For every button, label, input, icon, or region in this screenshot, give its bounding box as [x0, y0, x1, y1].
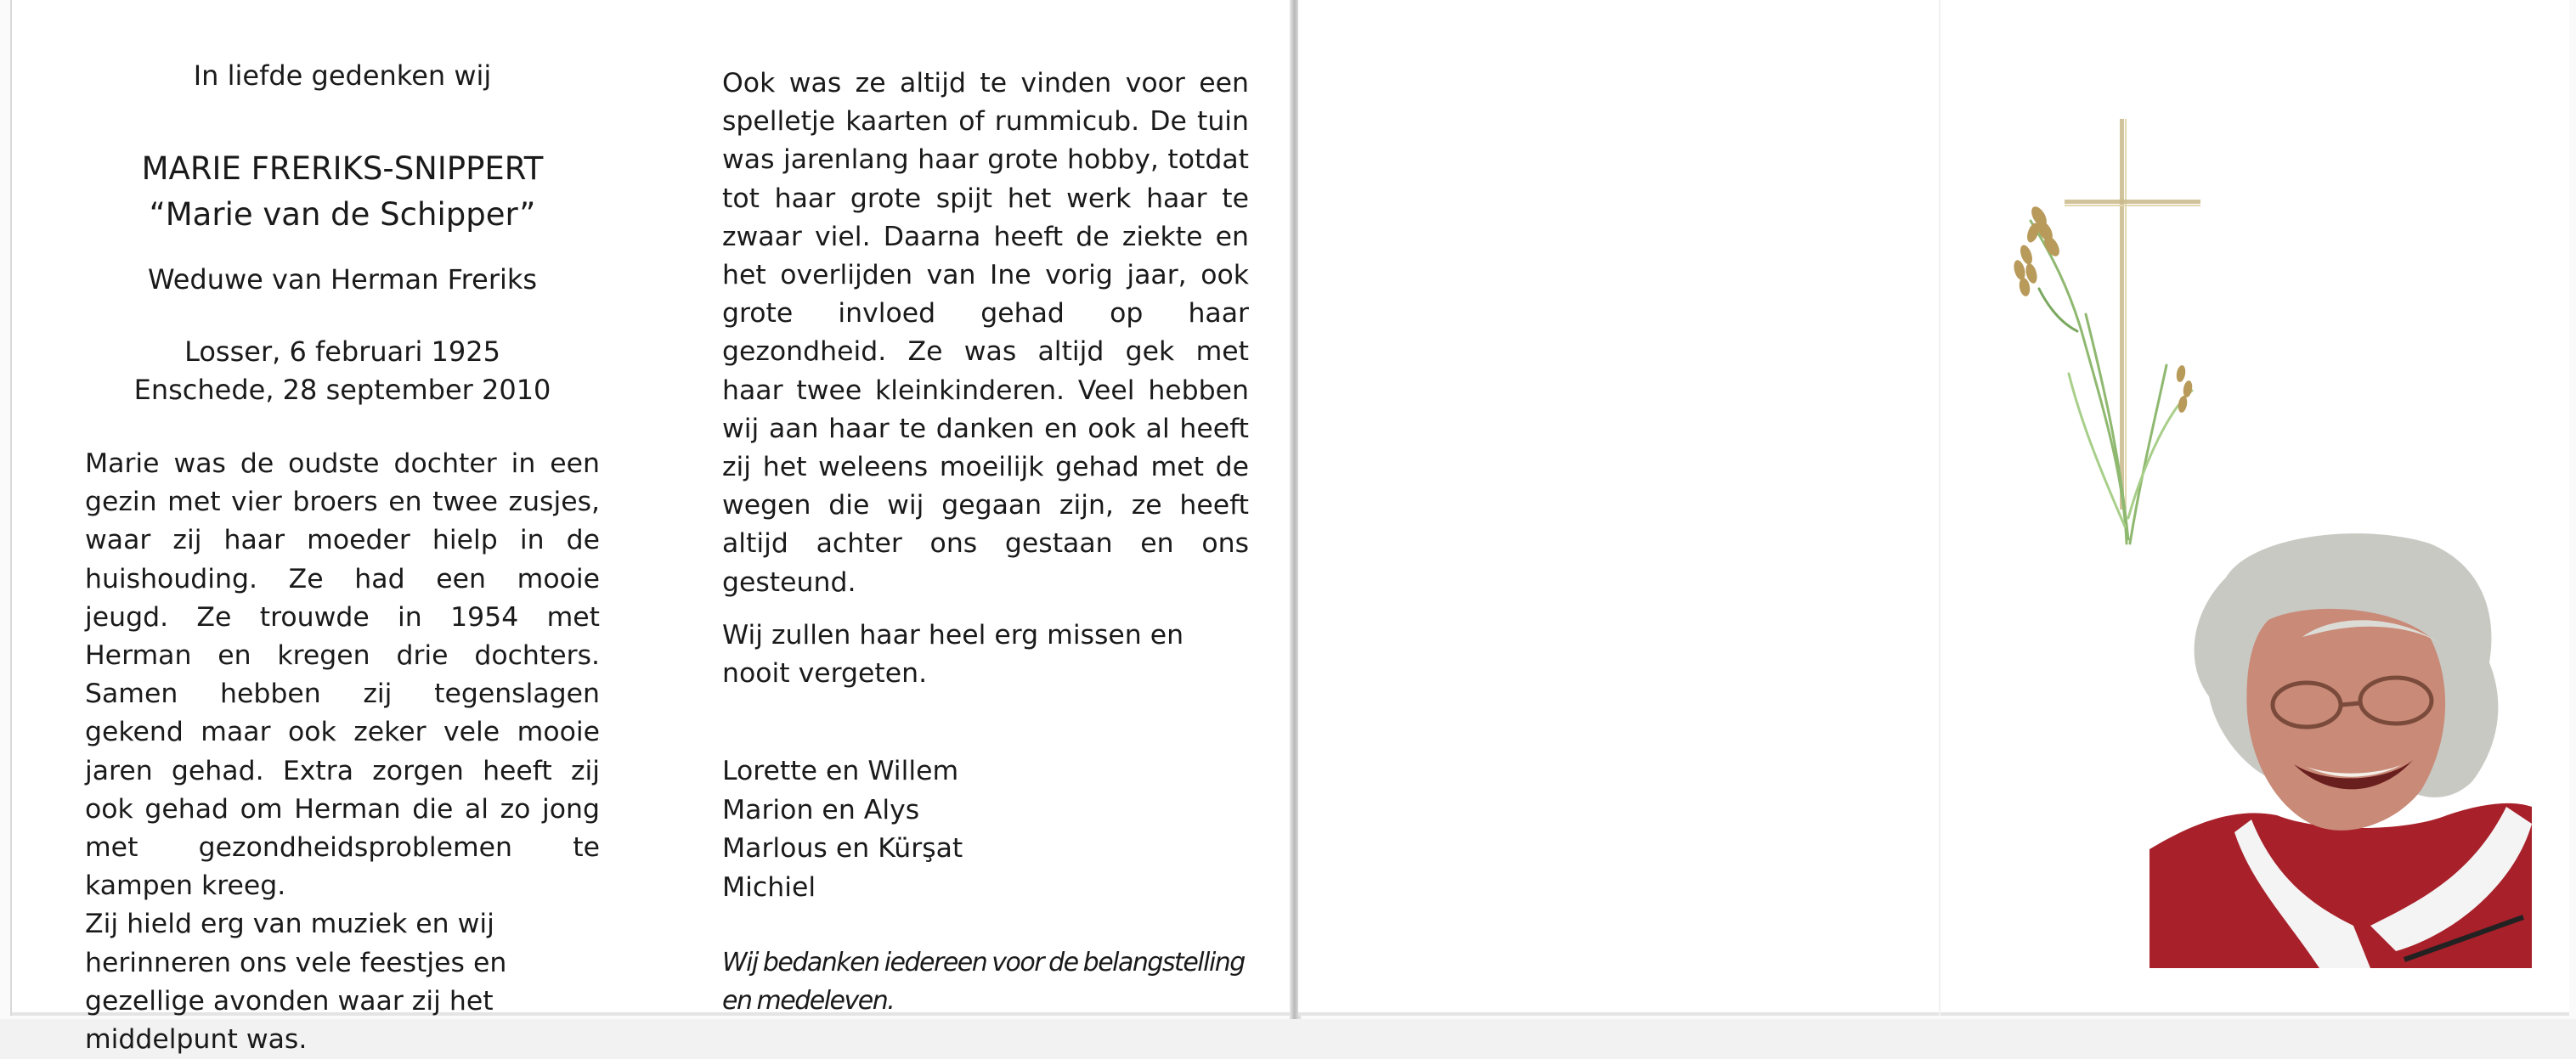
birth-line: Losser, 6 februari 1925: [184, 335, 500, 368]
intro-line: In liefde gedenken wij: [193, 59, 492, 92]
portrait-photo: [2149, 527, 2540, 968]
family-list: [722, 752, 1249, 907]
deceased-name: MARIE FRERIKS-SNIPPERT: [141, 150, 544, 187]
deceased-name-block: [85, 146, 600, 238]
family-member: Marion en Alys: [722, 794, 920, 825]
death-line: Enschede, 28 september 2010: [133, 374, 551, 406]
biography-paragraph-2: Zij hield erg van muziek en wij herinneren ons vele feestjes en gezellige avonden waar zij het middelpunt was.: [85, 909, 507, 1056]
left-panel: [10, 0, 1293, 1056]
biography-paragraph-3: Ook was ze altijd te vinden voor een spelletje kaarten of rummicub. De tuin was jarenlang haar grote hobby, totdat tot haar grote spijt het werk haar te zwaar viel. Daarna heeft de ziekte en het overlijden van Ine vorig jaar, ook grote invloed gehad op haar gezondheid. Ze was altijd gek met haar twee kleinkinderen. Veel hebben wij aan haar te danken en ook al heeft zij het weleens moeilijk gehad met de wegen die wij gegaan zijn, ze heeft altijd achter ons gestaan en ons gesteund.: [722, 68, 1249, 598]
thanks-note: Wij bedanken iedereen voor de belangstelling en medeleven.: [722, 948, 1245, 1017]
family-member: Lorette en Willem: [722, 756, 959, 787]
widow-line: Weduwe van Herman Freriks: [147, 263, 538, 296]
life-dates: [85, 333, 600, 409]
deceased-nickname: “Marie van de Schipper”: [149, 196, 536, 233]
family-member: Marlous en Kürşat: [722, 833, 963, 865]
cross-with-wheat-icon: [2001, 119, 2205, 560]
inner-fold-line: [1939, 0, 1940, 1016]
family-member: Michiel: [722, 871, 816, 903]
farewell-paragraph: Wij zullen haar heel erg missen en nooit vergeten.: [722, 619, 1184, 690]
text-column-right: [722, 65, 1249, 1020]
text-column-left: [85, 59, 600, 1059]
biography-paragraph-1: Marie was de oudste dochter in een gezin met vier broers en twee zusjes, waar zij haar moeder hielp in de huishouding. Ze had een mooie jeugd. Ze trouwde in 1954 met Herman en kregen drie dochters. Samen hebben zij tegenslagen gekend maar ook zeker vele mooie jaren gehad. Extra zorgen heeft zij ook gehad om Herman die al zo jong met gezondheidsproblemen te kampen kreeg.: [85, 448, 600, 902]
